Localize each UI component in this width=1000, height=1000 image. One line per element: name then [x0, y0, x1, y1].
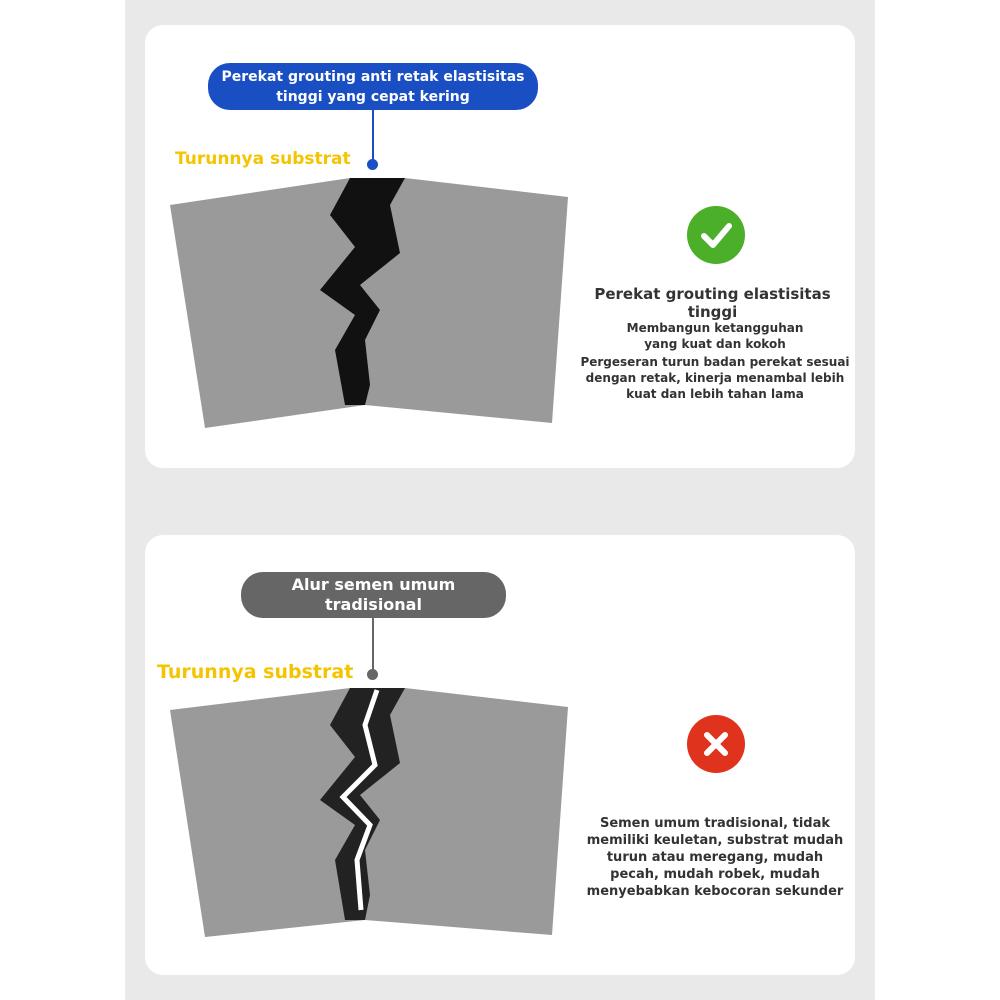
pointer-line — [372, 618, 374, 673]
desc-line: Membangun ketangguhan — [626, 321, 804, 335]
desc-line: pecah, mudah robek, mudah — [610, 867, 820, 882]
x-icon — [687, 715, 745, 773]
benefit-title: Perekat grouting elastisitas tinggi — [594, 285, 831, 321]
desc-line: menyebabkan kebocoran sekunder — [586, 884, 844, 899]
desc-line: dengan retak, kinerja menambal lebih — [585, 371, 845, 385]
desc-line: Semen umum tradisional, tidak — [599, 816, 831, 831]
product-label — [241, 572, 506, 618]
label-line: tinggi yang cepat kering — [276, 89, 470, 105]
label-line: tradisional — [325, 595, 422, 614]
desc-line: kuat dan lebih tahan lama — [626, 387, 804, 401]
pointer-dot — [367, 159, 378, 170]
elastic-grout-card — [145, 25, 855, 468]
desc-line: Pergeseran turun badan perekat sesuai — [580, 355, 850, 369]
pointer-line — [372, 110, 374, 162]
desc-line: turun atau meregang, mudah — [606, 850, 824, 865]
check-icon — [687, 206, 745, 264]
label-line: Alur semen umum — [291, 575, 456, 594]
product-label — [208, 63, 538, 110]
substrate-label: Turunnya substrat — [175, 149, 351, 169]
benefit-desc-1 — [585, 320, 845, 352]
pointer-dot — [367, 669, 378, 680]
label-line: Perekat grouting anti retak elastisitas — [221, 69, 525, 85]
concrete-slab-filled-crack — [165, 175, 575, 445]
desc-line: yang kuat dan kokoh — [644, 337, 786, 351]
substrate-label: Turunnya substrat — [157, 661, 354, 683]
drawback-desc — [575, 815, 855, 900]
benefit-desc-2 — [575, 354, 855, 402]
desc-line: memiliki keuletan, substrat mudah — [586, 833, 844, 848]
concrete-slab-cracked — [165, 685, 575, 955]
traditional-cement-card — [145, 535, 855, 975]
